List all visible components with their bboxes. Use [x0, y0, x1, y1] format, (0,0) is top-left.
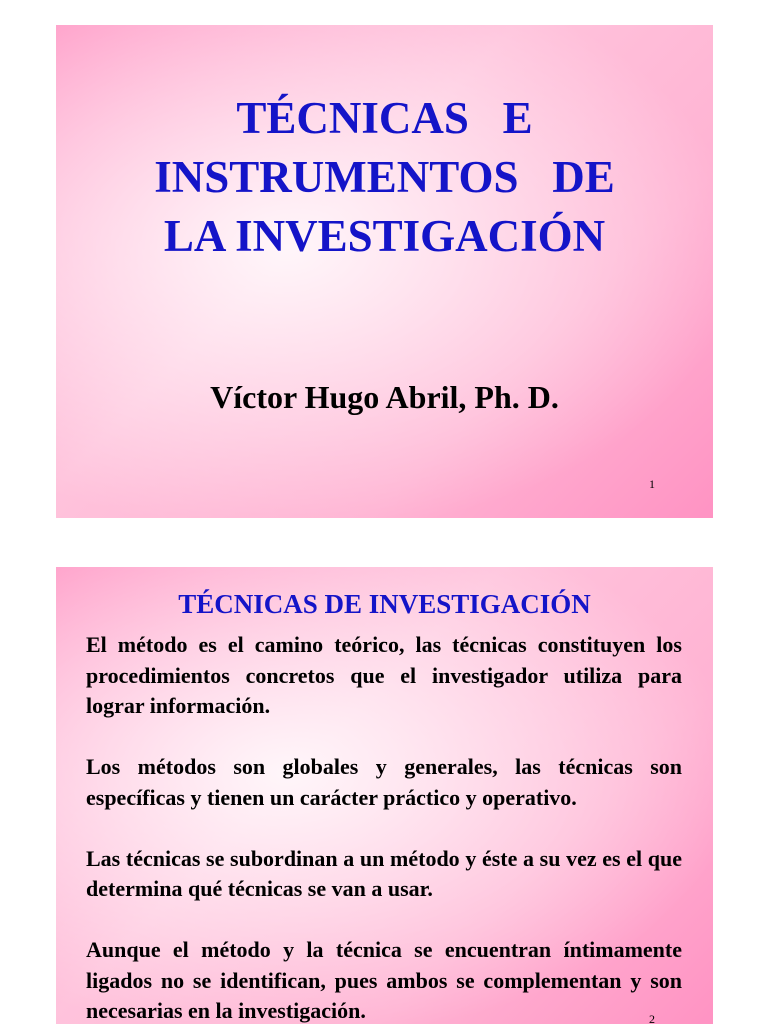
slide-1-title: [56, 89, 713, 266]
slide-1: [56, 25, 713, 518]
slide-2: [56, 567, 713, 1024]
slide-1-page-number: 1: [649, 477, 655, 491]
slide-2-paragraph-3: Las técnicas se subordinan a un método y éste a su vez es el que determina qué técnicas se van a usar.: [86, 845, 682, 901]
slide-1-title-line-2: INSTRUMENTOS DE: [154, 152, 615, 202]
slide-2-body: [86, 630, 682, 1024]
slide-2-page-number: 2: [649, 1012, 655, 1024]
slide-1-title-line-3: LA INVESTIGACIÓN: [163, 211, 606, 261]
slide-1-author: Víctor Hugo Abril, Ph. D.: [210, 379, 559, 415]
slide-2-paragraph-4: Aunque el método y la técnica se encuentran íntimamente ligados no se identifican, pues ambos se complementan y son necesarias en la investigación.: [86, 937, 682, 1023]
slide-2-title: TÉCNICAS DE INVESTIGACIÓN: [178, 589, 591, 619]
slide-1-title-line-1: TÉCNICAS E: [236, 93, 533, 143]
slide-2-paragraph-2: Los métodos son globales y generales, las técnicas son específicas y tienen un carácter práctico y operativo.: [86, 754, 682, 810]
slide-2-paragraph-1: El método es el camino teórico, las técnicas constituyen los procedimientos concretos que el investigador utiliza para lograr información.: [86, 632, 682, 718]
